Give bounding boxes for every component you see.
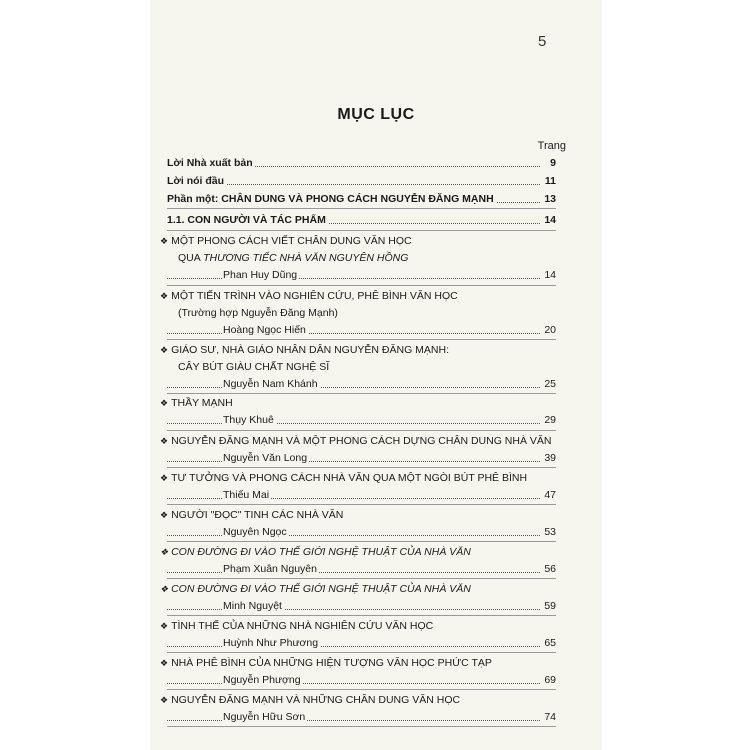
entry-title: ❖ TƯ TƯỞNG VÀ PHONG CÁCH NHÀ VĂN QUA MỘT NGÒI BÚT PHÊ BÌNH	[160, 472, 528, 484]
separator	[167, 339, 556, 340]
entry-author: Nguyễn Phượng	[223, 674, 301, 686]
toc-line	[167, 268, 556, 282]
separator	[167, 578, 556, 579]
separator	[167, 230, 556, 231]
bullet-icon: ❖	[160, 658, 169, 668]
toc-page: 65	[544, 637, 556, 649]
entry-author: Nguyễn Hữu Sơn	[223, 711, 306, 723]
entry-title: ❖ NGUYỄN ĐĂNG MẠNH VÀ MỘT PHONG CÁCH DỰNG CHÂN DUNG NHÀ VĂN	[160, 435, 552, 447]
toc-page: 56	[544, 563, 556, 575]
toc-line	[167, 673, 556, 687]
separator	[167, 285, 556, 286]
entry-title: ❖ TÌNH THẾ CỦA NHỮNG NHÀ NGHIÊN CỨU VĂN HỌC	[160, 620, 434, 632]
toc-line	[167, 323, 556, 337]
entry-author: Hoàng Ngọc Hiến	[223, 324, 306, 336]
toc-page: 69	[544, 674, 556, 686]
toc-page: 47	[544, 489, 556, 501]
entry-title: ❖ CON ĐƯỜNG ĐI VÀO THẾ GIỚI NGHỆ THUẬT CỦA NHÀ VĂN	[160, 546, 471, 558]
bullet-icon: ❖	[160, 345, 169, 355]
toc-page: 29	[544, 414, 556, 426]
bullet-icon: ❖	[160, 473, 169, 483]
bullet-icon: ❖	[160, 621, 169, 631]
separator	[167, 541, 556, 542]
entry-title: ❖ MỘT PHONG CÁCH VIẾT CHÂN DUNG VĂN HỌC	[160, 235, 412, 247]
toc-line	[167, 213, 556, 227]
toc-page: 9	[550, 157, 556, 169]
toc-line	[167, 451, 556, 465]
entry-title: ❖ MỘT TIẾN TRÌNH VÀO NGHIÊN CỨU, PHÊ BÌNH VĂN HỌC	[160, 290, 458, 302]
toc-line	[167, 377, 556, 391]
entry-author: Minh Nguyệt	[223, 600, 282, 612]
separator	[167, 467, 556, 468]
toc-page: 11	[544, 175, 556, 187]
bullet-icon: ❖	[160, 584, 169, 594]
toc-page: 13	[544, 193, 556, 205]
bullet-icon: ❖	[160, 436, 169, 446]
entry-title: ❖ NGUYỄN ĐĂNG MẠNH VÀ NHỮNG CHÂN DUNG VĂN HỌC	[160, 694, 461, 706]
toc-page: 14	[544, 269, 556, 281]
book-page	[150, 0, 602, 750]
toc-line	[167, 174, 556, 188]
separator	[167, 615, 556, 616]
toc-page: 14	[544, 214, 556, 226]
page-number: 5	[538, 33, 547, 50]
bullet-icon: ❖	[160, 291, 169, 301]
bullet-icon: ❖	[160, 695, 169, 705]
entry-title: ❖ NGƯỜI "ĐỌC" TINH CÁC NHÀ VĂN	[160, 509, 344, 521]
toc-page: 20	[544, 324, 556, 336]
entry-author: Thiếu Mai	[223, 489, 270, 501]
toc-line	[167, 488, 556, 502]
toc-line	[167, 599, 556, 613]
toc-page: 53	[544, 526, 556, 538]
toc-label: 1.1. CON NGƯỜI VÀ TÁC PHẨM	[167, 214, 326, 226]
entry-title: ❖ CON ĐƯỜNG ĐI VÀO THẾ GIỚI NGHỆ THUẬT CỦA NHÀ VĂN	[160, 583, 471, 595]
bullet-icon: ❖	[160, 236, 169, 246]
toc-page: 39	[544, 452, 556, 464]
separator	[167, 208, 556, 209]
toc-label: Phần một: CHÂN DUNG VÀ PHONG CÁCH NGUYỄN ĐĂNG MẠNH	[167, 193, 494, 205]
entry-author: Phạm Xuân Nguyên	[223, 563, 317, 575]
toc-title: MỤC LỤC	[337, 106, 415, 123]
toc-page: 59	[544, 600, 556, 612]
entry-author: Thụy Khuê	[223, 414, 274, 426]
entry-title: ❖ THẦY MẠNH	[160, 397, 233, 409]
bullet-icon: ❖	[160, 398, 169, 408]
entry-author: Huỳnh Như Phương	[223, 637, 319, 649]
separator	[167, 504, 556, 505]
toc-line	[167, 156, 556, 170]
toc-page: 25	[544, 378, 556, 390]
toc-label: Lời nói đầu	[167, 175, 225, 187]
separator	[167, 393, 556, 394]
toc-label: Lời Nhà xuất bản	[167, 157, 253, 169]
bullet-icon: ❖	[160, 547, 169, 557]
toc-page: 74	[544, 711, 556, 723]
entry-author: Phan Huy Dũng	[223, 269, 298, 281]
entry-title-cont: QUA THƯƠNG TIẾC NHÀ VĂN NGUYÊN HỒNG	[178, 252, 409, 264]
page-column-label: Trang	[537, 140, 566, 152]
separator	[167, 430, 556, 431]
toc-line	[167, 413, 556, 427]
entry-author: Nguyễn Nam Khánh	[223, 378, 318, 390]
separator	[167, 652, 556, 653]
entry-title: ❖ NHÀ PHÊ BÌNH CỦA NHỮNG HIỆN TƯỢNG VĂN HỌC PHỨC TẠP	[160, 657, 492, 669]
toc-line	[167, 636, 556, 650]
entry-title: ❖ GIÁO SƯ, NHÀ GIÁO NHÂN DÂN NGUYỄN ĐĂNG MẠNH:	[160, 344, 449, 356]
entry-subtitle: (Trường hợp Nguyễn Đăng Mạnh)	[178, 307, 338, 319]
toc-line	[167, 710, 556, 724]
entry-author: Nguyên Ngọc	[223, 526, 287, 538]
entry-title-cont: CÂY BÚT GIÀU CHẤT NGHỆ SĨ	[178, 361, 330, 373]
separator	[167, 726, 556, 727]
toc-line	[167, 192, 556, 206]
separator	[167, 689, 556, 690]
bullet-icon: ❖	[160, 510, 169, 520]
entry-author: Nguyễn Văn Long	[223, 452, 308, 464]
toc-line	[167, 562, 556, 576]
toc-line	[167, 525, 556, 539]
